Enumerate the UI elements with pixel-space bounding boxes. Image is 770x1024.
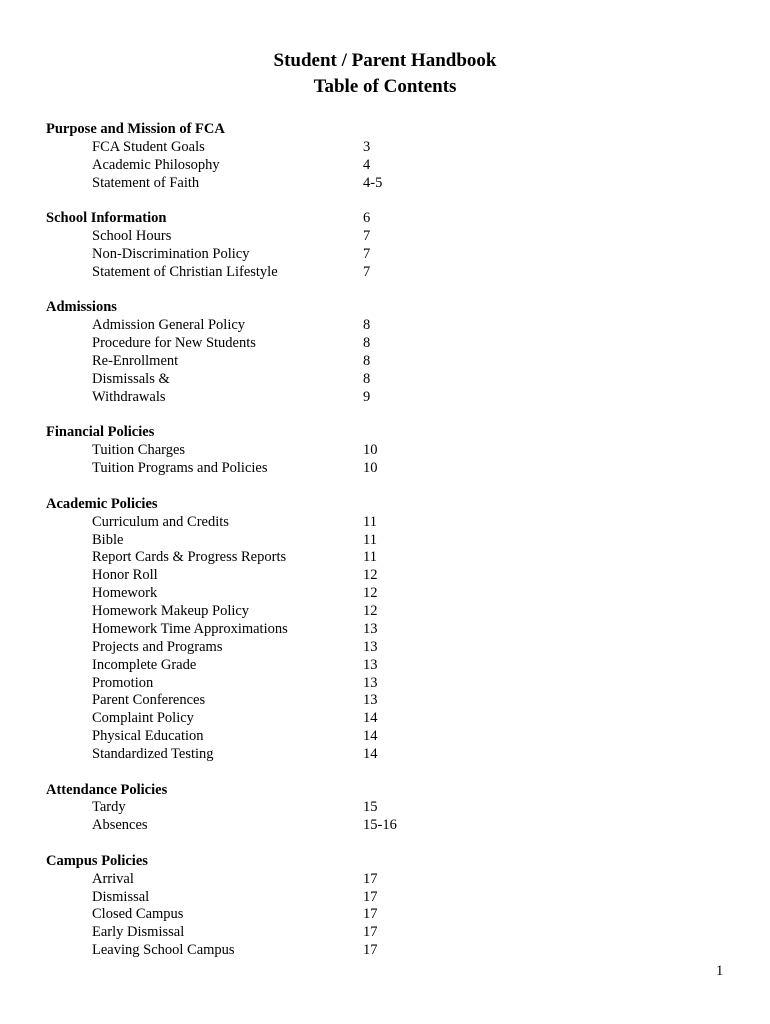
toc-entry-label: Absences xyxy=(92,817,148,833)
toc-page-number: 13 xyxy=(363,621,378,637)
toc-entry-label: Non-Discrimination Policy xyxy=(92,246,250,262)
toc-entry xyxy=(0,870,770,888)
toc-entry-label: Standardized Testing xyxy=(92,746,214,762)
toc-section-label: Purpose and Mission of FCA xyxy=(46,121,225,137)
toc-entry xyxy=(0,227,770,245)
toc-section-heading xyxy=(0,423,770,441)
toc-entry xyxy=(0,334,770,352)
toc-entry xyxy=(0,548,770,566)
toc-entry xyxy=(0,459,770,477)
toc-section-heading xyxy=(0,120,770,138)
toc-section-label: Campus Policies xyxy=(46,853,148,869)
toc-section-heading xyxy=(0,495,770,513)
toc-entry-label: Promotion xyxy=(92,675,154,691)
toc-page-number: 7 xyxy=(363,246,371,262)
toc-entry xyxy=(0,620,770,638)
toc-section-label: Attendance Policies xyxy=(46,782,168,798)
toc-section-heading xyxy=(0,209,770,227)
toc-entry-label: Withdrawals xyxy=(92,389,166,405)
toc-page-number: 17 xyxy=(363,871,378,887)
toc-entry-label: Bible xyxy=(92,532,124,548)
toc-page-number: 14 xyxy=(363,710,378,726)
toc-page-number: 7 xyxy=(363,228,371,244)
toc-page-number: 4-5 xyxy=(363,175,383,191)
toc-entry-label: Complaint Policy xyxy=(92,710,194,726)
toc-section-heading xyxy=(0,781,770,799)
toc-entry xyxy=(0,816,770,834)
toc-entry-label: Incomplete Grade xyxy=(92,657,197,673)
toc-entry xyxy=(0,566,770,584)
toc-entry xyxy=(0,370,770,388)
toc-entry xyxy=(0,638,770,656)
toc-entry xyxy=(0,245,770,263)
toc-entry xyxy=(0,388,770,406)
toc-entry xyxy=(0,441,770,459)
toc-entry xyxy=(0,923,770,941)
toc-page-number: 12 xyxy=(363,585,378,601)
toc-entry xyxy=(0,602,770,620)
toc-entry-label: Closed Campus xyxy=(92,906,184,922)
toc-page-number: 13 xyxy=(363,692,378,708)
toc-entry xyxy=(0,798,770,816)
toc-entry xyxy=(0,138,770,156)
document-title: Student / Parent Handbook xyxy=(273,50,497,71)
toc-entry-label: Physical Education xyxy=(92,728,204,744)
toc-page-number: 8 xyxy=(363,317,371,333)
toc-page-number: 9 xyxy=(363,389,371,405)
toc-entry-label: Curriculum and Credits xyxy=(92,514,229,530)
toc-page-number: 17 xyxy=(363,906,378,922)
toc-entry-label: Re-Enrollment xyxy=(92,353,179,369)
toc-entry-label: Admission General Policy xyxy=(92,317,246,333)
toc-entry-label: Homework xyxy=(92,585,158,601)
toc-page-number: 14 xyxy=(363,728,378,744)
toc-entry-label: Dismissal xyxy=(92,889,150,905)
toc-entry-label: Projects and Programs xyxy=(92,639,223,655)
toc-section-label: Admissions xyxy=(46,299,117,315)
toc-page-number: 10 xyxy=(363,460,378,476)
toc-entry xyxy=(0,316,770,334)
toc-page-number: 8 xyxy=(363,353,371,369)
toc-page-number: 6 xyxy=(363,210,371,226)
toc-page-number: 17 xyxy=(363,924,378,940)
toc-entry-label: Honor Roll xyxy=(92,567,158,583)
toc-entry-label: Parent Conferences xyxy=(92,692,206,708)
toc-entry xyxy=(0,656,770,674)
toc-page-number: 12 xyxy=(363,603,378,619)
toc-page-number: 15-16 xyxy=(363,817,397,833)
toc-entry xyxy=(0,513,770,531)
toc-entry-label: Report Cards & Progress Reports xyxy=(92,549,287,565)
toc-entry-label: Homework Makeup Policy xyxy=(92,603,250,619)
toc-entry-label: Homework Time Approximations xyxy=(92,621,288,637)
toc-entry-label: Procedure for New Students xyxy=(92,335,256,351)
toc-entry xyxy=(0,263,770,281)
toc-entry xyxy=(0,745,770,763)
toc-entry xyxy=(0,584,770,602)
toc-page-number: 13 xyxy=(363,657,378,673)
toc-page-number: 8 xyxy=(363,371,371,387)
toc-page-number: 10 xyxy=(363,442,378,458)
toc-entry-label: Academic Philosophy xyxy=(92,157,220,173)
toc-entry xyxy=(0,531,770,549)
toc-entry-label: Statement of Christian Lifestyle xyxy=(92,264,278,280)
toc-entry-label: Tardy xyxy=(92,799,126,815)
toc-entry xyxy=(0,727,770,745)
toc-entry xyxy=(0,941,770,959)
toc-section-label: School Information xyxy=(46,210,167,226)
toc-entry-label: FCA Student Goals xyxy=(92,139,205,155)
toc-entry xyxy=(0,674,770,692)
toc-page-number: 15 xyxy=(363,799,378,815)
toc-entry-label: Arrival xyxy=(92,871,134,887)
toc-entry xyxy=(0,709,770,727)
toc-page-number: 14 xyxy=(363,746,378,762)
toc-section-heading xyxy=(0,852,770,870)
toc-entry-label: Leaving School Campus xyxy=(92,942,235,958)
toc-entry xyxy=(0,352,770,370)
toc-page-number: 4 xyxy=(363,157,371,173)
toc-page-number: 11 xyxy=(363,532,377,548)
toc-page-number: 7 xyxy=(363,264,371,280)
toc-page-number: 12 xyxy=(363,567,378,583)
toc-entry-label: Tuition Programs and Policies xyxy=(92,460,268,476)
toc-section-label: Financial Policies xyxy=(46,424,155,440)
toc-page-number: 13 xyxy=(363,639,378,655)
toc-section-label: Academic Policies xyxy=(46,496,158,512)
toc-entry xyxy=(0,905,770,923)
toc-entry-label: Statement of Faith xyxy=(92,175,200,191)
toc-page-number: 17 xyxy=(363,942,378,958)
document-subtitle: Table of Contents xyxy=(313,76,457,97)
toc-entry-label: Dismissals & xyxy=(92,371,170,387)
toc-entry-label: School Hours xyxy=(92,228,172,244)
toc-page-number: 8 xyxy=(363,335,371,351)
toc-entry xyxy=(0,691,770,709)
toc-entry-label: Early Dismissal xyxy=(92,924,185,940)
toc-entry-label: Tuition Charges xyxy=(92,442,186,458)
toc-page-number: 11 xyxy=(363,514,377,530)
toc-page-number: 17 xyxy=(363,889,378,905)
toc-page-number: 13 xyxy=(363,675,378,691)
page-number: 1 xyxy=(716,963,724,979)
toc-entry xyxy=(0,156,770,174)
toc-entry xyxy=(0,888,770,906)
toc-section-heading xyxy=(0,298,770,316)
toc-entry xyxy=(0,174,770,192)
toc-page-number: 11 xyxy=(363,549,377,565)
toc-page-number: 3 xyxy=(363,139,371,155)
